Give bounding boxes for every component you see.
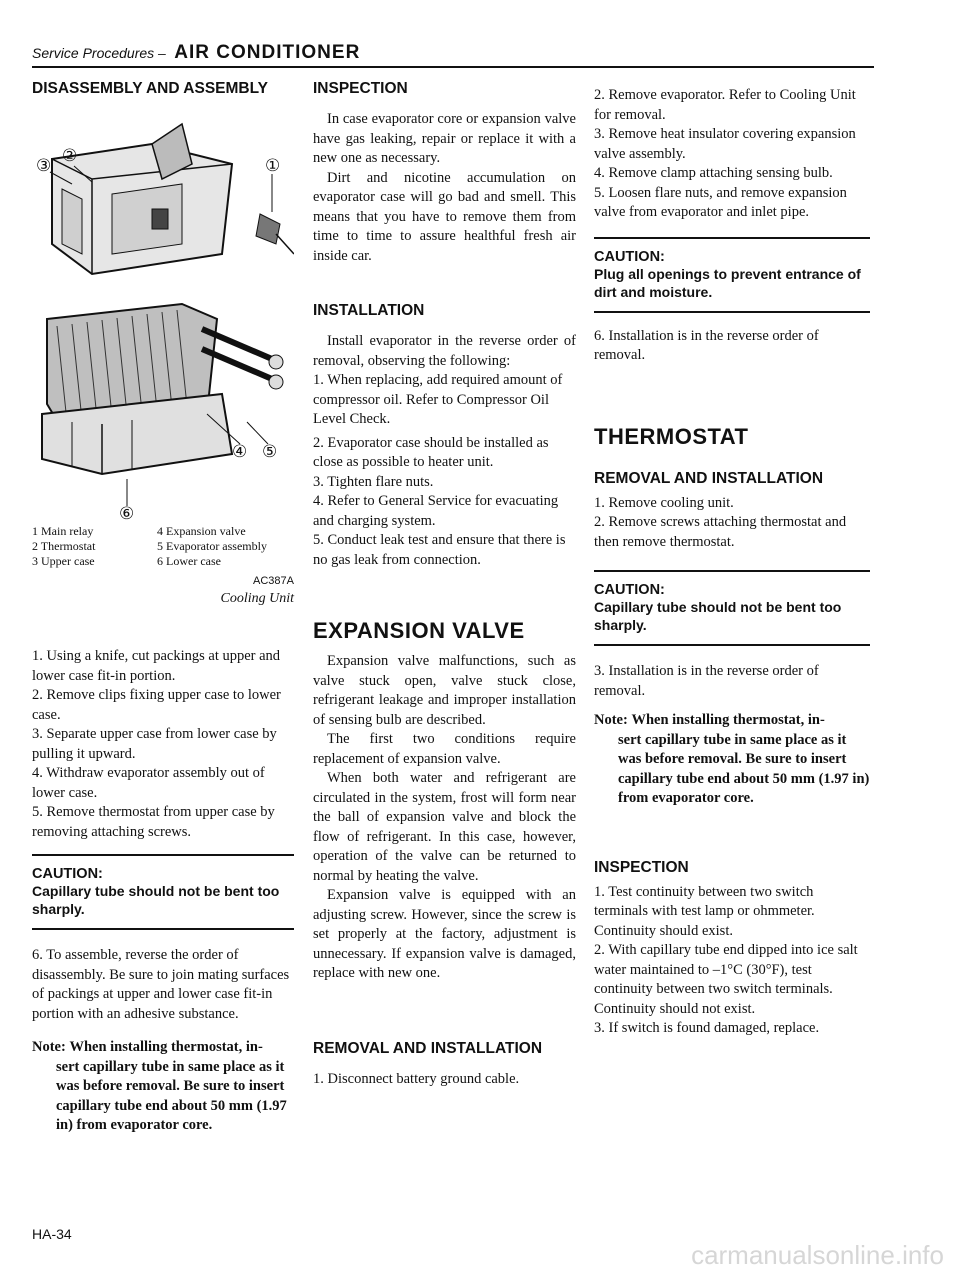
note-first-line: When installing thermostat, in- <box>631 712 825 728</box>
removal-step: 1. Disconnect battery ground cable. <box>313 1070 520 1087</box>
figure-id: AC387A <box>253 575 294 587</box>
header-title: AIR CONDITIONER <box>174 42 361 63</box>
expansion-valve-heading: EXPANSION VALVE <box>313 618 525 643</box>
disassembly-heading: DISASSEMBLY AND ASSEMBLY <box>32 80 268 97</box>
caution-body: Capillary tube should not be bent too sharply. <box>32 883 280 917</box>
note-block <box>594 711 870 809</box>
legend-item: 3 Upper case <box>32 554 95 568</box>
thermostat-heading: THERMOSTAT <box>594 423 749 449</box>
disassembly-step: 4. Withdraw evaporator assembly out of lower case. <box>32 765 265 801</box>
installation-step: 2. Evaporator case should be installed as close as possible to heater unit. <box>313 434 549 470</box>
installation-step: 4. Refer to General Service for evacuating and charging system. <box>313 493 559 529</box>
page-header <box>32 42 874 68</box>
caution-body: Capillary tube should not be bent too sharply. <box>594 599 842 633</box>
thermostat-removal-heading: REMOVAL AND INSTALLATION <box>594 469 824 487</box>
column-left <box>32 80 294 1136</box>
thermostat-step: 3. Installation is in the reverse order of removal. <box>594 663 819 699</box>
disassembly-step: 1. Using a knife, cut packings at upper and lower case fit-in portion. <box>32 648 281 684</box>
caution-title: CAUTION: <box>594 248 665 265</box>
caution-body: Plug all openings to prevent entrance of dirt and moisture. <box>594 265 861 300</box>
callout-2: ② <box>62 146 78 165</box>
expansion-paragraph: Expansion valve malfunctions, such as valve stuck open, valve stuck close, refrigerant leakage and improper installation of sensing bulb are described. <box>313 653 576 728</box>
column-right <box>594 80 870 1039</box>
removal-step: 4. Remove clamp attaching sensing bulb. <box>594 165 833 181</box>
installation-step: 3. Tighten flare nuts. <box>313 473 434 490</box>
caution-box <box>594 570 870 646</box>
callout-5: ⑤ <box>262 442 278 461</box>
disassembly-step: 5. Remove thermostat from upper case by removing attaching screws. <box>32 804 275 840</box>
installation-step: 5. Conduct leak test and ensure that there is no gas leak from connection. <box>313 532 566 568</box>
note-block <box>32 1038 294 1136</box>
inspection-step: 3. If switch is found damaged, replace. <box>594 1020 820 1036</box>
caution-title: CAUTION: <box>594 582 665 598</box>
legend-item: 5 Evaporator assembly <box>157 539 267 553</box>
callout-4: ④ <box>232 442 248 461</box>
legend-item: 6 Lower case <box>157 554 221 568</box>
cooling-unit-figure <box>32 104 294 524</box>
caution-title: CAUTION: <box>32 866 103 882</box>
callout-6: ⑥ <box>119 504 135 523</box>
assembly-step: 6. To assemble, reverse the order of disassembly. Be sure to join mating surfaces of packings at upper and lower case fit-in portion with an adhesive substance. <box>32 947 290 1022</box>
removal-heading: REMOVAL AND INSTALLATION <box>313 1039 543 1057</box>
legend-item: 4 Expansion valve <box>157 524 246 538</box>
column-middle <box>313 80 576 1089</box>
thermostat-step: 2. Remove screws attaching thermostat and then remove thermostat. <box>594 514 847 550</box>
thermostat-step: 1. Remove cooling unit. <box>594 494 734 511</box>
installation-heading: INSTALLATION <box>313 302 425 319</box>
thermostat-inspection-heading: INSPECTION <box>594 858 689 876</box>
watermark: carmanualsonline.info <box>691 1240 944 1270</box>
expansion-paragraph: Expansion valve is equipped with an adjusting screw. However, since the screw is set properly at the factory, adjustment is unnecessary. If expansion valve is damaged, replace with new one. <box>313 887 576 981</box>
installation-step: 1. When replacing, add required amount of compressor oil. Refer to Compressor Oil Level Check. <box>313 372 563 427</box>
figure-legend <box>32 524 294 569</box>
callout-3: ③ <box>36 156 52 175</box>
removal-step: 6. Installation is in the reverse order of removal. <box>594 327 819 363</box>
expansion-paragraph: The first two conditions require replacement of expansion valve. <box>313 731 576 767</box>
expansion-paragraph: When both water and refrigerant are circulated in the system, frost will form near the ball of expansion valve and block the flow of refrigerant. In this case, however, operation of the valve can be returned to normal by heating the valve. <box>313 770 576 884</box>
inspection-step: 2. With capillary tube end dipped into ice salt water maintained to –1°C (30°F), test continuity between two switch terminals. Continuity should not exist. <box>594 942 858 1017</box>
page-number: HA-34 <box>32 1226 72 1242</box>
note-body: sert capillary tube in same place as it was before removal. Be sure to insert capillary tube end about 50 mm (1.97 in) from evaporator core. <box>618 731 870 806</box>
cooling-unit-illustration <box>32 104 294 524</box>
inspection-paragraph: Dirt and nicotine accumulation on evaporator case will go bad and smell. This means that you have to remove them from time to time to assure healthful fresh air inside car. <box>313 169 576 264</box>
installation-paragraph: Install evaporator in the reverse order of removal, observing the following: <box>313 333 576 369</box>
callout-1: ① <box>265 156 281 175</box>
legend-item: 1 Main relay <box>32 524 94 538</box>
legend-item: 2 Thermostat <box>32 539 96 553</box>
note-body: sert capillary tube in same place as it was before removal. Be sure to insert capillary tube end about 50 mm (1.97 in) from evaporator core. <box>56 1058 287 1133</box>
caution-box <box>594 237 870 313</box>
inspection-step: 1. Test continuity between two switch terminals with test lamp or ohmmeter. Continuity should exist. <box>594 883 815 939</box>
disassembly-step: 3. Separate upper case from lower case by pulling it upward. <box>32 726 277 762</box>
inspection-paragraph: In case evaporator core or expansion valve have gas leaking, repair or replace it with a new one as necessary. <box>313 111 576 166</box>
figure-caption: Cooling Unit <box>220 591 294 606</box>
removal-step: 2. Remove evaporator. Refer to Cooling Unit for removal. <box>594 87 856 123</box>
removal-step: 3. Remove heat insulator covering expansion valve assembly. <box>594 126 856 162</box>
note-first-line: When installing thermostat, in- <box>69 1039 263 1055</box>
note-label: Note: <box>32 1039 66 1055</box>
caution-box <box>32 854 294 930</box>
note-label: Note: <box>594 712 628 728</box>
header-subtitle: Service Procedures – <box>32 45 166 61</box>
disassembly-step: 2. Remove clips fixing upper case to lower case. <box>32 687 281 723</box>
inspection-heading: INSPECTION <box>313 80 408 97</box>
removal-step: 5. Loosen flare nuts, and remove expansion valve from evaporator and inlet pipe. <box>594 184 847 220</box>
